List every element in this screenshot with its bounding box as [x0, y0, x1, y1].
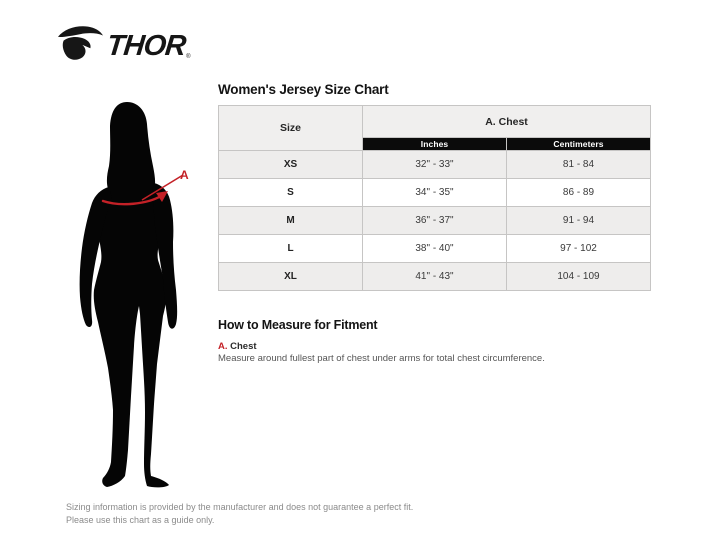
measure-item-name: Chest	[230, 341, 257, 352]
size-cell: L	[219, 235, 363, 263]
table-row-m	[219, 207, 651, 235]
measure-item-chest	[218, 341, 652, 364]
size-chart-table	[218, 105, 651, 291]
disclaimer-text	[66, 501, 413, 526]
thor-helmet-icon	[57, 24, 104, 63]
centimeters-cell: 81 - 84	[507, 151, 651, 179]
column-header-centimeters: Centimeters	[507, 138, 651, 151]
disclaimer-line-2: Please use this chart as a guide only.	[66, 514, 215, 525]
inches-cell: 36" - 37"	[363, 207, 507, 235]
measure-item-description: Measure around fullest part of chest under arms for total chest circumference.	[218, 353, 545, 364]
inches-cell: 41" - 43"	[363, 263, 507, 291]
size-cell: M	[219, 207, 363, 235]
thor-logo	[57, 23, 191, 63]
main-content	[218, 82, 652, 364]
inches-cell: 34" - 35"	[363, 179, 507, 207]
table-row-s	[219, 179, 651, 207]
centimeters-cell: 97 - 102	[507, 235, 651, 263]
centimeters-cell: 86 - 89	[507, 179, 651, 207]
table-row-l	[219, 235, 651, 263]
measure-section-heading: How to Measure for Fitment	[218, 318, 378, 332]
table-row-xl	[219, 263, 651, 291]
column-header-chest: A. Chest	[363, 106, 651, 138]
disclaimer-line-1: Sizing information is provided by the manufacturer and does not guarantee a perfect fit.	[66, 502, 414, 512]
female-silhouette-figure	[55, 90, 215, 490]
inches-cell: 32" - 33"	[363, 151, 507, 179]
page-title: Women's Jersey Size Chart	[218, 82, 389, 97]
table-row-xs	[219, 151, 651, 179]
column-header-inches: Inches	[363, 138, 507, 151]
centimeters-cell: 91 - 94	[507, 207, 651, 235]
size-cell: XL	[219, 263, 363, 291]
column-header-size: Size	[219, 106, 363, 151]
registered-trademark-icon: ®	[186, 54, 191, 60]
inches-cell: 38" - 40"	[363, 235, 507, 263]
annotation-label-a: A	[180, 168, 189, 182]
centimeters-cell: 104 - 109	[507, 263, 651, 291]
measure-item-title	[218, 341, 652, 352]
thor-wordmark: THOR	[105, 30, 187, 62]
measure-item-key: A.	[218, 341, 228, 352]
size-cell: XS	[219, 151, 363, 179]
size-cell: S	[219, 179, 363, 207]
